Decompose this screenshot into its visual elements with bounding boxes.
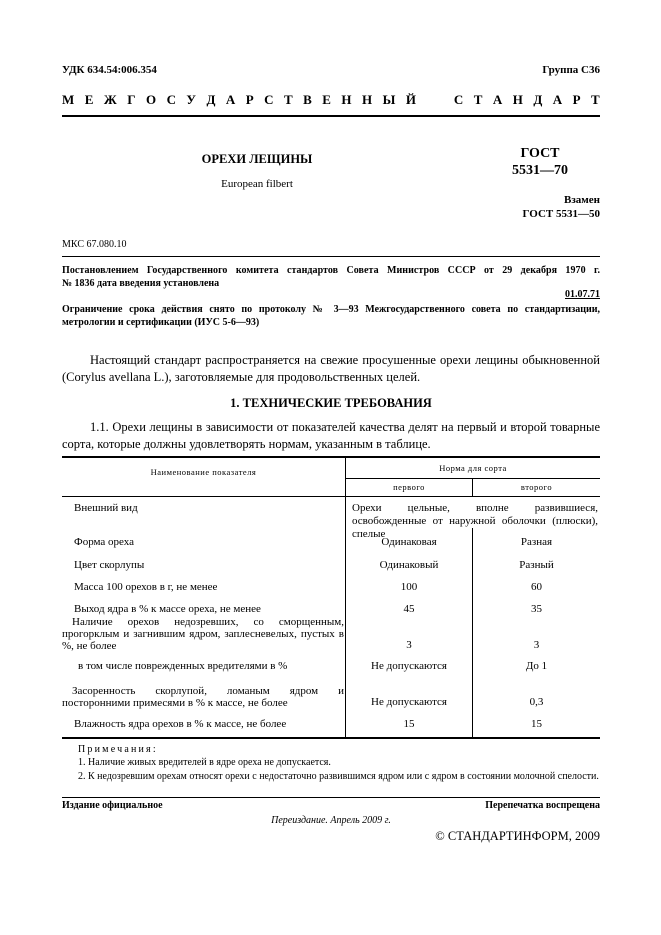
row-name: Засоренность скорлупой, ломаным ядром и посторонними примесями в % к массе, не более	[62, 685, 344, 709]
row-value-second: До 1	[525, 660, 548, 672]
title-letter: Ы	[382, 92, 396, 107]
row-value-first: 100	[400, 581, 418, 593]
row-value-first: Одинаковый	[379, 559, 439, 571]
reprint-notice: Перепечатка воспрещена	[485, 800, 600, 811]
row-value-second: Разная	[520, 536, 553, 548]
header-rule	[62, 115, 600, 117]
replace-gost: ГОСТ 5531—50	[522, 208, 600, 220]
mks-rule	[62, 256, 600, 257]
title-letter: Е	[322, 92, 331, 107]
title-letter: Е	[84, 92, 94, 107]
effective-date: 01.07.71	[565, 289, 600, 300]
row-name: Внешний вид	[74, 502, 138, 514]
limit-line-1: Ограничение срока действия снято по протоколу № 3—93 Межгосударственного совета по стандартизации,	[62, 304, 600, 315]
section-paragraph: 1.1. Орехи лещины в зависимости от показателей качества делят на первый и второй товарные сорта, которые должны удовлетворять нормам, указанным в таблице.	[62, 420, 600, 451]
intro-paragraph: Настоящий стандарт распространяется на свежие просушенные орехи лещины обыкновенной (Corylus avellana L.), заготовляемые для продовольственных целей.	[62, 353, 600, 384]
row-name: Цвет скорлупы	[74, 559, 145, 571]
title-letter: Н	[341, 92, 352, 107]
title-letter: Г	[127, 92, 136, 107]
udk-code: УДК 634.54:006.354	[62, 64, 157, 76]
document-title: ОРЕХИ ЛЕЩИНЫ	[201, 152, 313, 166]
table-bottom-rule	[62, 737, 600, 739]
row-value-first: Одинаковая	[381, 536, 437, 548]
row-name: Форма ореха	[74, 536, 135, 548]
title-letter: Т	[591, 92, 600, 107]
row-name: Масса 100 орехов в г, не менее	[74, 581, 218, 593]
row-value-second: 0,3	[529, 696, 544, 708]
row-value-first: 45	[403, 603, 415, 615]
title-letter: В	[303, 92, 312, 107]
reissue-note: Переиздание. Апрель 2009 г.	[271, 815, 391, 826]
title-letter: М	[62, 92, 75, 107]
title-letter: Ж	[103, 92, 117, 107]
limit-line-2: метрологии и сертификации (ИУС 5-6—93)	[62, 317, 260, 328]
row-value-first: Не допускаются	[371, 696, 447, 708]
header-bottom-rule	[62, 496, 600, 497]
row-value-second: 3	[533, 639, 540, 651]
column-header-norm: Норма для сорта	[439, 463, 507, 473]
official-edition: Издание официальное	[62, 800, 163, 811]
title-letter: Й	[405, 92, 416, 107]
title-letter: Т	[284, 92, 293, 107]
document-title-en: European filbert	[221, 178, 293, 190]
note-1: 1. Наличие живых вредителей в ядре ореха не допускается.	[78, 757, 331, 768]
title-letter: А	[552, 92, 563, 107]
title-letter: С	[453, 92, 464, 107]
decree-line-1: Постановлением Государственного комитета стандартов Совета Министров СССР от 29 декабря 1970 г.	[62, 265, 600, 276]
section-heading: 1. ТЕХНИЧЕСКИЕ ТРЕБОВАНИЯ	[230, 396, 432, 410]
title-letter: Н	[512, 92, 523, 107]
title-letter: Р	[572, 92, 581, 107]
table-body-vline	[472, 528, 473, 737]
title-letter	[440, 92, 443, 108]
row-name: Влажность ядра орехов в % к массе, не более	[74, 718, 287, 730]
row-name: Наличие орехов недозревших, со сморщенным, прогорклым и загнившим ядром, заплесневелых, пустых в %, не более	[62, 616, 344, 652]
row-name: в том числе поврежденных вредителями в %	[78, 660, 288, 672]
gost-label: ГОСТ	[520, 146, 560, 161]
title-letter: Т	[473, 92, 483, 107]
row-value-first: 15	[403, 718, 415, 730]
notes-title: Примечания:	[78, 744, 158, 755]
title-letter: У	[186, 92, 196, 107]
row-value-second: 15	[531, 718, 542, 730]
column-header-second: второго	[520, 482, 553, 492]
table-top-rule	[62, 456, 600, 458]
row-value-first: Не допускаются	[371, 660, 447, 672]
title-letter: О	[145, 92, 157, 107]
decree-line-2: № 1836 дата введения установлена	[62, 278, 220, 289]
row-value-second: 60	[531, 581, 542, 593]
title-letter: С	[166, 92, 176, 107]
footer-rule	[62, 797, 600, 798]
mks-code: МКС 67.080.10	[62, 239, 127, 250]
title-letter	[426, 92, 429, 108]
row-value-first: 3	[406, 639, 412, 651]
table-body-vline	[345, 497, 346, 737]
title-letter: А	[492, 92, 503, 107]
title-letter: Н	[362, 92, 373, 107]
title-letter: А	[225, 92, 236, 107]
standard-type-title	[62, 92, 600, 108]
title-letter: Р	[245, 92, 254, 107]
title-letter: Д	[533, 92, 543, 107]
gost-number: 5531—70	[512, 163, 568, 178]
copyright: © СТАНДАРТИНФОРМ, 2009	[435, 829, 600, 843]
note-2: 2. К недозревшим орехам относят орехи с недостаточно развившимся ядром или с ядром в состоянии молочной спелости.	[78, 771, 599, 782]
row-value-second: 35	[531, 603, 542, 615]
replace-label: Взамен	[564, 194, 600, 206]
title-letter: Д	[206, 92, 216, 107]
column-header-name: Наименование показателя	[150, 467, 257, 477]
column-header-first: первого	[393, 482, 425, 492]
row-merged-value: Орехи цельные, вполне развившиеся, освобожденные от наружной оболочки (плюски), спелые	[352, 502, 598, 540]
title-letter: С	[264, 92, 274, 107]
row-name: Выход ядра в % к массе ореха, не менее	[74, 603, 261, 615]
row-value-second: Разный	[519, 559, 554, 571]
group-code: Группа С36	[542, 64, 600, 76]
